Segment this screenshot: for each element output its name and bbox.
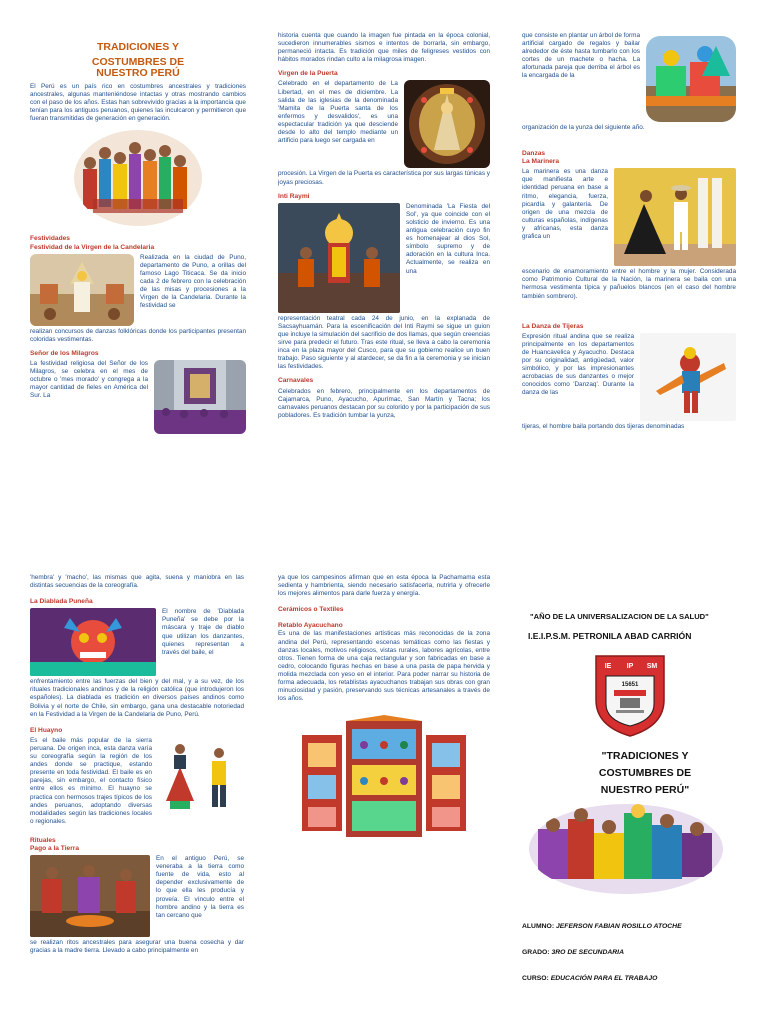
- section-heading-huayno: El Huayno: [30, 726, 63, 734]
- section-heading-candelaria: Festividad de la Virgen de la Candelaria: [30, 243, 155, 251]
- cover-title-line-1: "TRADICIONES Y: [601, 750, 689, 762]
- pago-tierra-text-a: En el antiguo Perú, se veneraba a la tierra como fuente de vida, esto al depender exclusivamente de lo que ella les producía y proveía. El vínculo entre el hombre andino y la tierra es tan cercano que: [156, 855, 244, 919]
- diablada-text-a: El nombre de 'Diablada Puneña' se debe por la máscara y traje de diablo que utilizan los danzantes, quienes representan a través del baile, el: [162, 608, 244, 656]
- candelaria-text-b: realizan concursos de danzas folklóricas donde los participantes presentan coloridas vestimentas.: [30, 327, 246, 343]
- tijeras-text-b: tijeras, el hombre baila portando dos tijeras denominadas: [522, 422, 685, 430]
- brochure-title: [30, 40, 246, 81]
- section-heading-ceramicos: Cerámicos o Textiles: [278, 606, 344, 614]
- candelaria-text-a: Realizada en la ciudad de Puno, departamento de Puno, a orillas del famoso Lago Titicaca. Se da inicio cada 2 de febrero con la celebración de las misas y procesiones a la Virgen de la Candelaria. Durante la festividad se: [140, 253, 246, 310]
- grade-info: [522, 949, 740, 957]
- milagros-text: La festividad religiosa del Señor de los Milagros, se celebra en el mes de octubre o 'mes morado' y congrega a la mayor cantidad de fieles en América del Sur. La: [30, 359, 148, 400]
- brochure-title-line-3: NUESTRO PERÚ: [96, 67, 180, 79]
- inti-raymi-image: [278, 203, 400, 313]
- section-heading-rituales: Rituales: [30, 836, 56, 844]
- alumno-label: ALUMNO:: [522, 923, 555, 930]
- cover-title-line-3: NUESTRO PERÚ": [600, 784, 690, 796]
- section-heading-inti-raymi: Inti Raymi: [278, 192, 310, 200]
- course-info: [522, 975, 740, 983]
- virgen-candelaria-image: [30, 254, 134, 326]
- tijeras-continued-text: 'hembra' y 'macho', las mismas que agita, suena y maniobra en las distintas secuencias de la coreografía.: [30, 574, 244, 590]
- grado-value: 3RO DE SECUNDARIA: [551, 949, 624, 957]
- logo-text-sm: SM: [646, 663, 658, 670]
- section-heading-danzas: Danzas: [522, 150, 546, 158]
- marinera-text-a: La marinera es una danza que manifiesta arte e identidad peruana en base a ritmo, elegancia, fuerza, picardía y galantería. De origen de una mezcla de culturas españolas, indígenas y africanas, esta danza grafica un: [522, 168, 608, 241]
- retablo-text: Es una de las manifestaciones artísticas más reconocidas de la zona andina del Perú, representando escenas temáticas como las fiestas y danzas locales, motivos religiosos, vistas rurales, labores agrícolas, entre otros. Tienen forma de una caja rectangular y son fabricadas en base a cedro, colocando figuras hechas en base a una pasta de papa hervida y molida mezclada con yeso en el interior. Para poder narrar su historia de forma adecuada, los retablistas ayacuchanos trabajan sus obras con gran minuciosidad y pasión, preservando sus técnicas artesanales a través de los años.: [278, 630, 490, 703]
- inner-column-1: [30, 0, 246, 512]
- cover-title: [550, 748, 740, 799]
- virgen-puerta-text-a: Celebrado en el departamento de La Libertad, en el mes de diciembre. La salida de las iglesias de la denominada 'Mamita de la Puerta santa de los enfermos y desvalidos', es una espectacular tradición ya que desciende desde lo alto del templo mediante un artificio para luego ser cargada en: [278, 80, 398, 145]
- cover-title-line-2: COSTUMBRES DE: [598, 767, 692, 779]
- tijeras-text-a: Expresión ritual andina que se realiza principalmente en los departamentos de Huancavelica y Ayacucho. Destaca por su originalidad, antigüedad, valor simbólico, y por las impresionantes acrobacias de sus danzantes o mejor conocidos como 'Danzaq'. Durante la danza de las: [522, 332, 634, 397]
- carnavales-text: Celebrados en febrero, principalmente en los departamentos de Cajamarca, Puno, Ayacucho, Apurímac, San Martín y Tacna; los carnavales peruanos destacan por su colorido y por la participación de sus pobladores. Es tradición tumbar la yunza,: [278, 387, 490, 419]
- section-heading-tijeras: La Danza de Tijeras: [522, 322, 584, 330]
- danza-tijeras-image: [640, 333, 736, 421]
- virgen-puerta-image: [404, 80, 490, 168]
- curso-value: EDUCACIÓN PARA EL TRABAJO: [550, 975, 658, 983]
- intro-paragraph: El Perú es un país rico en costumbres ancestrales y tradiciones ancestrales, algunas manteniéndose intactas y otras mostrando cambios con el paso de los años. Estas han sobrevivido gracias a la importancia que tenían para los antiguos peruanos, quienes las inculcaron y permitieron que fueran transmitidas de generación en generación.: [30, 83, 246, 123]
- school-logo: [594, 654, 666, 738]
- outer-column-2: [278, 574, 490, 1024]
- section-heading-pago-tierra: Pago a la Tierra: [30, 844, 79, 852]
- peruvian-costumes-group-image: [73, 129, 203, 227]
- yunza-text-b: organización de la yunza del siguiente año.: [522, 124, 645, 131]
- logo-number: 15651: [621, 682, 639, 688]
- marinera-dancers-image: [614, 168, 736, 266]
- retablo-ayacuchano-image: [294, 715, 474, 843]
- milagros-continued-text: historia cuenta que cuando la imagen fue pintada en la época colonial, sucedieron innumerables sismos e intentos de borrarla, sin embargo, permaneció intacta. Es tradición que miles de feligreses vestidos con hábitos morados rindan culto a la milagrosa imagen.: [278, 32, 490, 64]
- marinera-text-b: escenario de enamoramiento entre el hombre y la mujer. Considerada como Patrimonio Cultural de la Nación, la marinera se baila con una hermosa vestimenta típica y pañuelos blancos (en el caso del hombre también sombrero).: [522, 268, 736, 300]
- outer-column-1: [30, 574, 244, 1024]
- huayno-text: Es el baile más popular de la sierra peruana. De origen inca, esta danza varía su coreografía según la región de los andes donde se practique, estando presente en toda festividad. El baile es en parejas, sin embargo, el contacto físico entre ellos es mínimo. El huayno se practica con hermosos trajes típicos de los andes peruanos, adoptando diversas modalidades según las tradiciones locales o regionales.: [30, 736, 152, 825]
- senor-milagros-procession-image: [154, 360, 246, 434]
- curso-label: CURSO:: [522, 975, 549, 983]
- carnival-dancers-image: [646, 36, 736, 122]
- huayno-dancers-image: [158, 737, 244, 821]
- logo-text-ip: IP: [626, 663, 634, 670]
- inner-column-3: [522, 32, 736, 512]
- year-motto: "AÑO DE LA UNIVERSALIZACION DE LA SALUD": [530, 612, 709, 621]
- section-heading-virgen-puerta: Virgen de la Puerta: [278, 70, 338, 78]
- section-heading-festividades: Festividades: [30, 235, 70, 243]
- section-heading-milagros: Señor de los Milagros: [30, 349, 99, 357]
- inti-raymi-text-b: representación teatral cada 24 de junio, en la explanada de Sacsayhuamán. Para la escenificación del Inti Raymi se sigue un guion que incluye la simulación del sacrificio de dos llamas, que según creencias sirve para predecir el futuro. Tras este ritual, se lleva a cabo la ceremonia inca en la plaza mayor del Cusco, para que su gobierno realice un buen trabajo. Paso siguiente y al atardecer, se da fin a la ceremonia y se inician las festividades.: [278, 314, 490, 371]
- section-heading-diablada: La Diablada Puneña: [30, 598, 93, 606]
- grado-label: GRADO:: [522, 949, 550, 957]
- brochure-outer-page: [0, 548, 768, 1024]
- pago-tierra-text-b: se realizan ritos ancestrales para asegurar una buena cosecha y dar gracias a la madre tierra. Llevado a cabo principalmente en: [30, 939, 244, 955]
- pago-tierra-continued-text: ya que los campesinos afirman que en esta época la Pachamama esta sedienta y hambrienta, siendo necesario satisfacerla, nutrirla y ofrecerle los mejores alimentos para darle fuerza y energía.: [278, 574, 490, 598]
- student-info: [522, 923, 740, 931]
- diablada-text-b: enfrentamiento entre las fuerzas del bien y del mal, y a su vez, de los rituales tradicionales andinos y de la religión católica (que introdujeron los españoles). La diablada es tradición en diversos países andinos como Bolivia y el norte de Chile, sin embargo, gana una destacable notoriedad en la Festividad a la Virgen de la Candelaria de Puno, Perú.: [30, 678, 244, 718]
- section-heading-carnavales: Carnavales: [278, 377, 314, 385]
- inti-raymi-text-a: Denominada 'La Fiesta del Sol', ya que coincide con el solsticio de invierno. Es una antigua celebración cuyo fin es homenajear al dios Sol, símbolo supremo y de adoración en la cultura Inca. Actualmente, se realiza en una: [406, 202, 490, 275]
- cover-collage-image: [528, 803, 724, 895]
- yunza-text-a: que consiste en plantar un árbol de forma artificial cargado de regalos y bailar alrededor de éste hasta tumbarlo con los cortes de un machete o hacha. La afortunada pareja que derriba el árbol es la encargada de la: [522, 32, 640, 80]
- pago-tierra-image: [30, 855, 150, 937]
- school-name: I.E.I.P.S.M. PETRONILA ABAD CARRIÓN: [528, 631, 692, 641]
- section-heading-marinera: La Marinera: [522, 158, 560, 166]
- diablada-mask-image: [30, 608, 156, 676]
- section-heading-retablo: Retablo Ayacuchano: [278, 622, 343, 630]
- logo-text-ie: IE: [604, 663, 612, 670]
- brochure-title-line-2: COSTUMBRES DE: [91, 56, 185, 68]
- brochure-title-line-1: TRADICIONES Y: [96, 41, 180, 53]
- cover-column: [520, 612, 740, 1024]
- virgen-puerta-text-b: procesión. La Virgen de la Puerta es característica por sus largas túnicas y joyas preciosas.: [278, 170, 490, 186]
- inner-column-2: [278, 32, 490, 512]
- alumno-value: JEFERSON FABIAN ROSILLO ATOCHE: [555, 923, 682, 930]
